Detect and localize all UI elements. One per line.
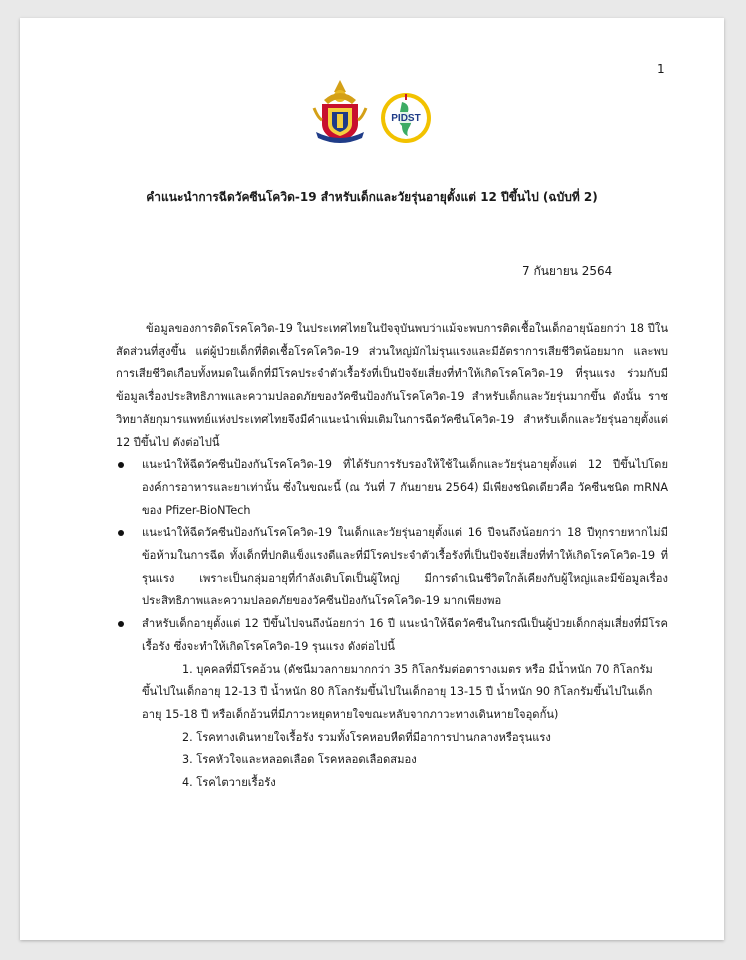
risk-group-item: 2. โรคทางเดินหายใจเรื้อรัง รวมทั้งโรคหอบหืดที่มีอาการปานกลางหรือรุนแรง: [182, 730, 551, 744]
risk-group-item: 1. บุคคลที่มีโรคอ้วน (ดัชนีมวลกายมากกว่า 35 กิโลกรัมต่อตารางเมตร หรือ มีน้ำหนัก 70 กิโลกรัมขึ้นไปในเด็กอายุ 12-13 ปี น้ำหนัก 80 กิโลกรัมขึ้นไปในเด็กอายุ 13-15 ปี น้ำหนัก 90 กิโลกรัมขึ้นไปในเด็กอายุ 15-18 ปี หรือเด็กอ้วนที่มีภาวะหยุดหายใจขณะหลับจากภาวะทางเดินหายใจอุดกั้น): [142, 662, 653, 721]
document-body: [116, 318, 668, 795]
list-item: [116, 454, 668, 522]
list-item: [116, 522, 668, 613]
list-item: [116, 613, 668, 658]
bullet-icon: [118, 621, 124, 627]
pidst-logo-text: PIDST: [391, 113, 421, 124]
logo-group: [310, 78, 432, 148]
bullet-icon: [118, 530, 124, 536]
pidst-logo-icon: [380, 92, 432, 148]
bullet-icon: [118, 462, 124, 468]
risk-group-item: 3. โรคหัวใจและหลอดเลือด โรคหลอดเลือดสมอง: [182, 753, 417, 767]
document-date: 7 กันยายน 2564: [522, 264, 613, 278]
risk-group-item: 4. โรคไตวายเรื้อรัง: [182, 776, 276, 790]
intro-paragraph: ข้อมูลของการติดโรคโควิด-19 ในประเทศไทยในปัจจุบันพบว่าแม้จะพบการติดเชื้อในเด็กอายุน้อยกว่า 18 ปีในสัดส่วนที่สูงขึ้น แต่ผู้ป่วยเด็กที่ติดเชื้อโรคโควิด-19 ส่วนใหญ่มักไม่รุนแรงและมีอัตราการเสียชีวิตน้อยมาก และพบการเสียชีวิตเกือบทั้งหมดในเด็กที่มีโรคประจำตัวเรื้อรังที่เป็นปัจจัยเสี่ยงที่ทำให้เกิดโรคโควิด-19 ที่รุนแรง ร่วมกับมีข้อมูลเรื่องประสิทธิภาพและความปลอดภัยของวัคซีนป้องกันโรคโควิด-19 สำหรับเด็กและวัยรุ่นมากขึ้น ดังนั้น ราชวิทยาลัยกุมารแพทย์แห่งประเทศไทยจึงมีคำแนะนำเพิ่มเติมในการฉีดวัคซีนโควิด-19 สำหรับเด็กและวัยรุ่นอายุตั้งแต่ 12 ปีขึ้นไป ดังต่อไปนี้: [116, 322, 668, 449]
royal-college-emblem-icon: [310, 78, 370, 148]
list-item-text: แนะนำให้ฉีดวัคซีนป้องกันโรคโควิด-19 ในเด็กและวัยรุ่นอายุตั้งแต่ 16 ปีจนถึงน้อยกว่า 18 ปีทุกรายหากไม่มีข้อห้ามในการฉีด ทั้งเด็กที่ปกติแข็งแรงดีและที่มีโรคประจำตัวเรื้อรังที่เป็นปัจจัยเสี่ยงที่ทำให้เกิดโรคโควิด-19 ที่รุนแรง เพราะเป็นกลุ่มอายุที่กำลังเติบโตเป็นผู้ใหญ่ มีการดำเนินชีวิตใกล้เคียงกับผู้ใหญ่และมีข้อมูลเรื่องประสิทธิภาพและความปลอดภัยของวัคซีนป้องกันโรคโควิด-19 มากเพียงพอ: [142, 526, 668, 608]
list-item-text: สำหรับเด็กอายุตั้งแต่ 12 ปีขึ้นไปจนถึงน้อยกว่า 16 ปี แนะนำให้ฉีดวัคซีนในกรณีเป็นผู้ป่วยเด็กกลุ่มเสี่ยงที่มีโรคเรื้อรัง ซึ่งจะทำให้เกิดโรคโควิด-19 รุนแรง ดังต่อไปนี้: [142, 617, 668, 653]
recommendation-list: [116, 454, 668, 658]
document-title: คำแนะนำการฉีดวัคซีนโควิด-19 สำหรับเด็กและวัยรุ่นอายุตั้งแต่ 12 ปีขึ้นไป (ฉบับที่ 2): [146, 190, 598, 204]
document-page: [20, 18, 724, 940]
page-number: 1: [657, 62, 665, 76]
list-item-text: แนะนำให้ฉีดวัคซีนป้องกันโรคโควิด-19 ที่ได้รับการรับรองให้ใช้ในเด็กและวัยรุ่นอายุตั้งแต่ 12 ปีขึ้นไปโดยองค์การอาหารและยาเท่านั้น ซึ่งในขณะนี้ (ณ วันที่ 7 กันยายน 2564) มีเพียงชนิดเดียวคือ วัคซีนชนิด mRNA ของ Pfizer-BioNTech: [142, 458, 668, 517]
risk-group-list: [116, 659, 668, 795]
